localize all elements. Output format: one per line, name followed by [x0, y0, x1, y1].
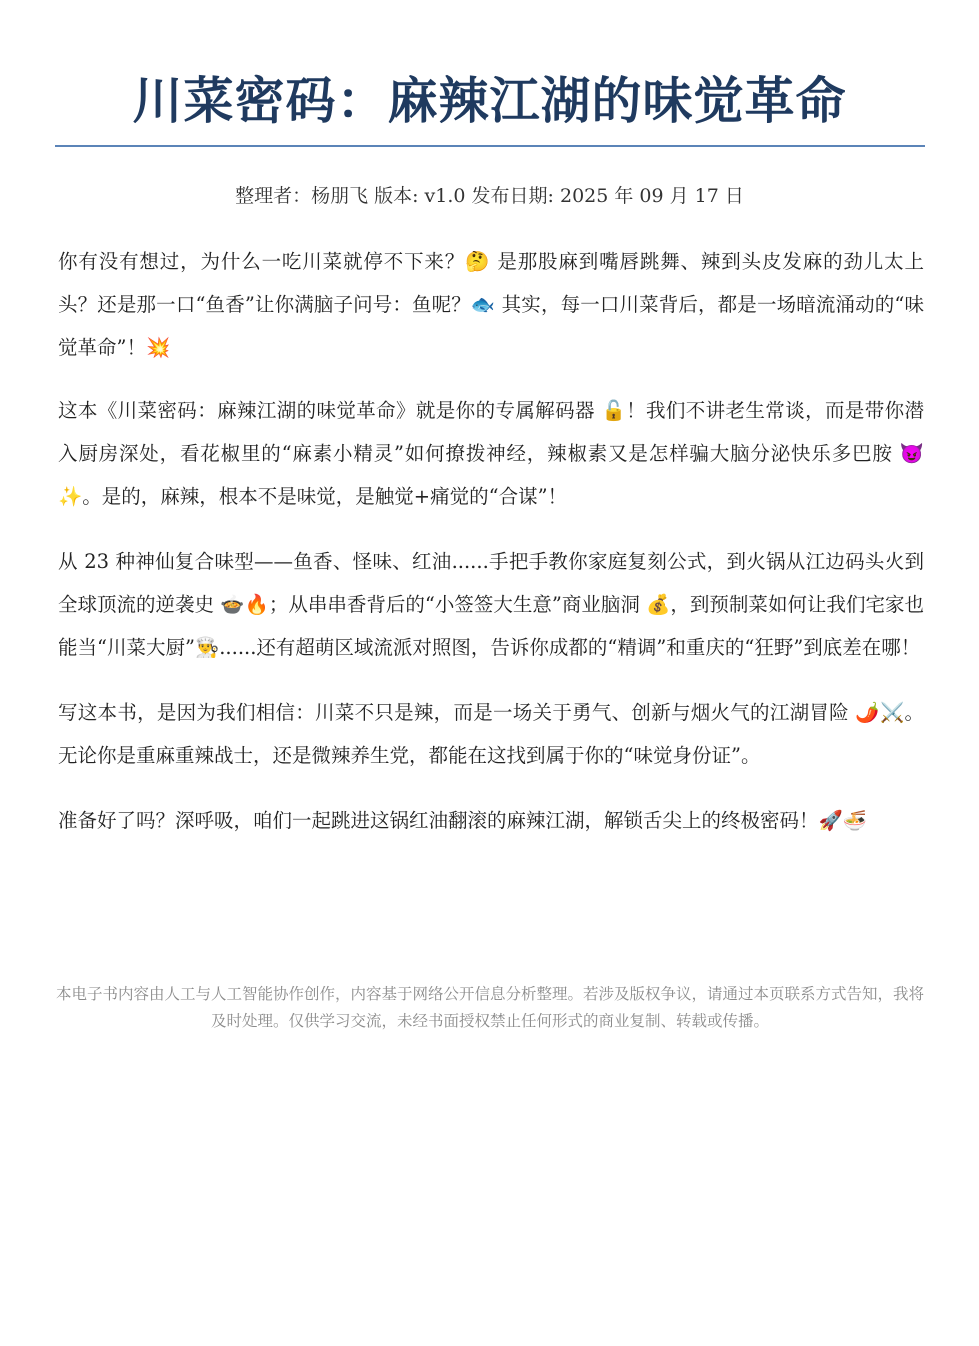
paragraph-book-intro: 这本《川菜密码：麻辣江湖的味觉革命》就是你的专属解码器 🔓！我们不讲老生常谈，而是带你潜入厨房深处，看花椒里的“麻素小精灵”如何撩拨神经，辣椒素又是怎样骗大脑分泌快乐多巴胺 😈✨。是的，麻辣，根本不是味觉，是触觉+痛觉的“合谋”！: [58, 399, 924, 508]
paragraph-contents: 从 23 种神仙复合味型——鱼香、怪味、红油......手把手教你家庭复刻公式，到火锅从江边码头火到全球顶流的逆袭史 🍲🔥；从串串香背后的“小签签大生意”商业脑洞 💰，到预制菜如何让我们宅家也能当“川菜大厨”👨‍🍳......还有超萌区域流派对照图，告诉你成都的“精调”和重庆的“狂野”到底差在哪！: [58, 550, 924, 659]
title-divider: [55, 145, 925, 147]
copyright-disclaimer: 本电子书内容由人工与人工智能协作创作，内容基于网络公开信息分析整理。若涉及版权争议，请通过本页联系方式告知，我将及时处理。仅供学习交流，未经书面授权禁止任何形式的商业复制、转载或传播。: [56, 985, 925, 1030]
paragraph-purpose: 写这本书，是因为我们相信：川菜不只是辣，而是一场关于勇气、创新与烟火气的江湖冒险 🌶️⚔️。无论你是重麻重辣战士，还是微辣养生党，都能在这找到属于你的“味觉身份证”。: [58, 701, 924, 767]
document-meta: 整理者：杨朋飞 版本: v1.0 发布日期: 2025 年 09 月 17 日: [235, 185, 744, 207]
document-title: 川菜密码：麻辣江湖的味觉革命: [132, 72, 847, 130]
paragraph-invitation: 准备好了吗？深呼吸，咱们一起跳进这锅红油翻滚的麻辣江湖，解锁舌尖上的终极密码！🚀🍜: [58, 809, 868, 832]
paragraph-intro: 你有没有想过，为什么一吃川菜就停不下来？🤔 是那股麻到嘴唇跳舞、辣到头皮发麻的劲儿太上头？还是那一口“鱼香”让你满脑子问号：鱼呢？🐟 其实，每一口川菜背后，都是一场暗流涌动的“味觉革命”！💥: [58, 250, 924, 359]
document-body: [58, 240, 924, 864]
